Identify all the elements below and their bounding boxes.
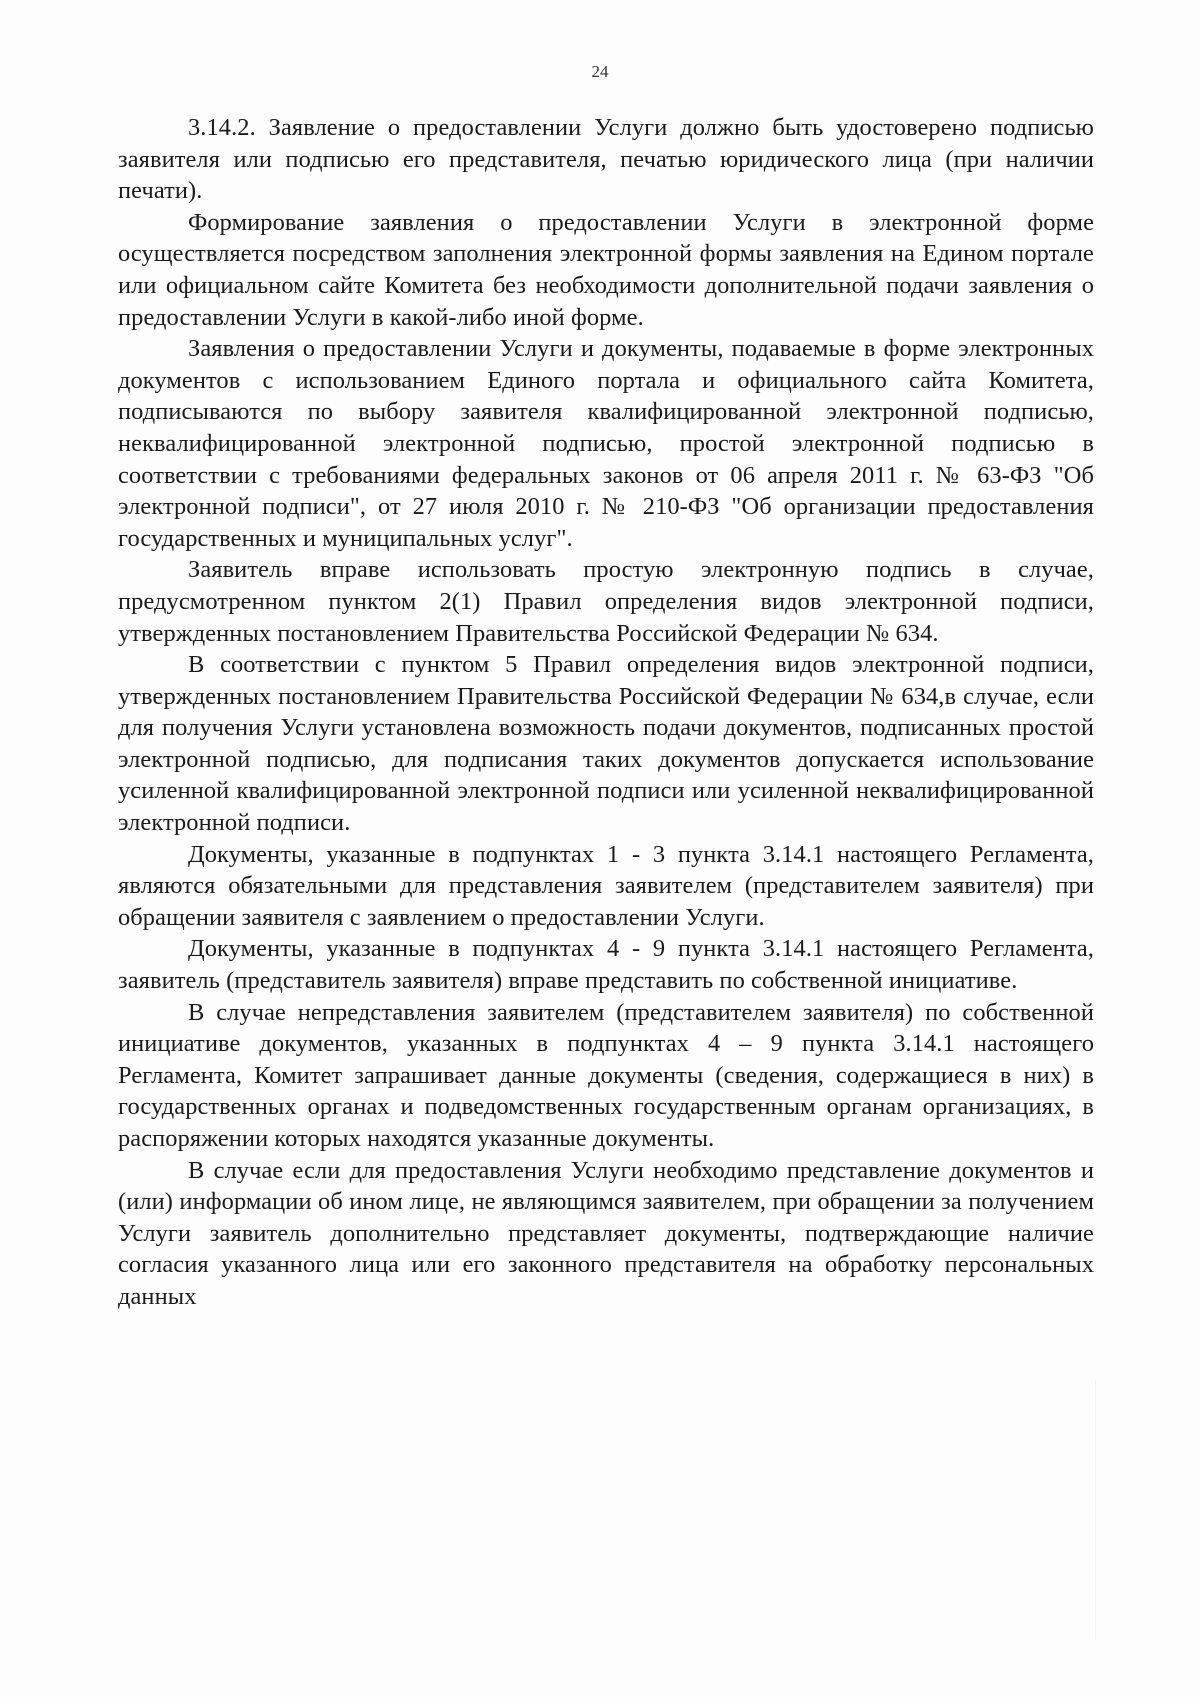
- page-number: 24: [591, 62, 609, 81]
- scan-edge-mark: [1095, 1380, 1096, 1640]
- paragraph-other-person-consent: В случае если для предоставления Услуги необходимо представление документов и (или) информации об ином лице, не являющимся заявителем, при обращении за получением Услуги заявитель дополнительно представляет документы, подтверждающие наличие согласия указанного лица или его законного представителя на обработку персональных данных: [118, 1156, 1094, 1310]
- paragraph-electronic-form: Формирование заявления о предоставлении Услуги в электронной форме осуществляется посредством заполнения электронной формы заявления на Едином портале или официальном сайте Комитета без необходимости дополнительной подачи заявления о предоставлении Услуги в какой-либо иной форме.: [118, 208, 1094, 331]
- paragraph-optional-documents: Документы, указанные в подпунктах 4 - 9 пункта 3.14.1 настоящего Регламента, заявитель (представитель заявителя) вправе представить по собственной инициативе.: [118, 935, 1094, 995]
- paragraph-committee-request: В случае непредставления заявителем (представителем заявителя) по собственной инициативе документов, указанных в подпунктах 4 – 9 пункта 3.14.1 настоящего Регламента, Комитет запрашивает данные документы (сведения, содержащиеся в них) в государственных органах и подведомственных государственным органам организациях, в распоряжении которых находятся указанные документы.: [118, 998, 1094, 1152]
- document-body: [118, 112, 1094, 1313]
- paragraph-simple-signature: Заявитель вправе использовать простую электронную подпись в случае, предусмотренном пунктом 2(1) Правил определения видов электронной подписи, утвержденных постановлением Правительства Российской Федерации № 634.: [118, 556, 1094, 647]
- paragraph-mandatory-documents: Документы, указанные в подпунктах 1 - 3 пункта 3.14.1 настоящего Регламента, являются обязательными для представления заявителем (представителем заявителя) при обращении заявителя с заявлением о предоставлении Услуги.: [118, 840, 1094, 931]
- paragraph-rules-point-5: В соответствии с пунктом 5 Правил определения видов электронной подписи, утвержденных постановлением Правительства Российской Федерации № 634,в случае, если для получения Услуги установлена возможность подачи документов, подписанных простой электронной подписью, для подписания таких документов допускается использование усиленной квалифицированной электронной подписи или усиленной неквалифицированной электронной подписи.: [118, 651, 1094, 837]
- paragraph-3-14-2: 3.14.2. Заявление о предоставлении Услуги должно быть удостоверено подписью заявителя или подписью его представителя, печатью юридического лица (при наличии печати).: [118, 114, 1094, 205]
- paragraph-electronic-signatures: Заявления о предоставлении Услуги и документы, подаваемые в форме электронных документов с использованием Единого портала и официального сайта Комитета, подписываются по выбору заявителя квалифицированной электронной подписью, неквалифицированной электронной подписью, простой электронной подписью в соответствии с требованиями федеральных законов от 06 апреля 2011 г. № 63-ФЗ "Об электронной подписи", от 27 июля 2010 г. № 210-ФЗ "Об организации предоставления государственных и муниципальных услуг".: [118, 335, 1094, 552]
